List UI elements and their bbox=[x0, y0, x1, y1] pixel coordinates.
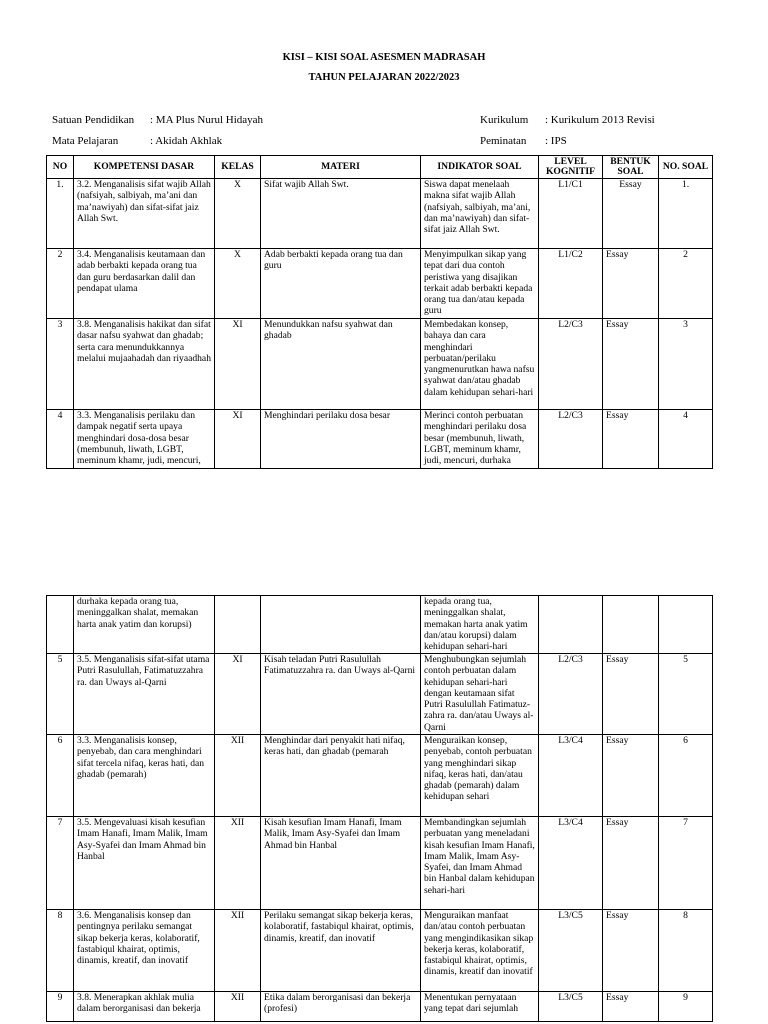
table-row bbox=[47, 992, 713, 1022]
cell-kompetensi-dasar: 3.5. Mengevaluasi kisah kesufian Imam Hanafi, Imam Malik, Imam Asy-Syafei dan Imam Ahmad bin Hanbal bbox=[74, 817, 215, 910]
peminatan-label: Peminatan bbox=[480, 135, 527, 147]
cell-kelas: X bbox=[215, 179, 261, 249]
document-title: KISI – KISI SOAL ASESMEN MADRASAH bbox=[282, 52, 486, 63]
table-row bbox=[47, 735, 713, 817]
table-row bbox=[47, 654, 713, 735]
cell-bentuk-soal: Essay bbox=[603, 410, 659, 469]
cell-level-kognitif: L1/C1 bbox=[539, 179, 603, 249]
cell-no: 2 bbox=[47, 249, 74, 319]
cell-kompetensi-dasar: durhaka kepada orang tua, meninggalkan shalat, memakan harta anak yatim dan korupsi) bbox=[74, 596, 215, 654]
cell-bentuk-soal: Essay bbox=[603, 249, 659, 319]
table-row bbox=[47, 319, 713, 410]
cell-bentuk-soal: Essay bbox=[603, 910, 659, 992]
cell-kompetensi-dasar: 3.3. Menganalisis perilaku dan dampak negatif serta upaya menghindari dosa-dosa besar (membunuh, liwath, LGBT, meminum khamr, judi, mencuri, bbox=[74, 410, 215, 469]
cell-no-soal: 1. bbox=[659, 179, 713, 249]
cell-level-kognitif: L3/C5 bbox=[539, 910, 603, 992]
mapel-value: : Akidah Akhlak bbox=[150, 135, 223, 147]
satuan-value: : MA Plus Nurul Hidayah bbox=[150, 114, 264, 126]
header-level-kognitif: LEVEL KOGNITIF bbox=[539, 156, 603, 179]
cell-no: 9 bbox=[47, 992, 74, 1022]
cell-kompetensi-dasar: 3.8. Menganalisis hakikat dan sifat dasar nafsu syahwat dan ghadab; serta cara menundukkannya melalui mujaahadah dan riyaadhah bbox=[74, 319, 215, 410]
header-indikator-soal: INDIKATOR SOAL bbox=[421, 156, 539, 179]
cell-indikator-soal: Siswa dapat menelaah makna sifat wajib Allah (nafsiyah, salbiyah, ma’ani, dan ma’nawiyah) dan sifat-sifat jaiz Allah Swt. bbox=[421, 179, 539, 249]
header-materi: MATERI bbox=[261, 156, 421, 179]
cell-no: 7 bbox=[47, 817, 74, 910]
cell-kelas: XII bbox=[215, 735, 261, 817]
cell-kompetensi-dasar: 3.3. Menganalisis konsep, penyebab, dan cara menghindari sifat tercela nifaq, keras hati, dan ghadab (pemarah) bbox=[74, 735, 215, 817]
cell-indikator-soal: Menentukan pernyataan yang tepat dari sejumlah bbox=[421, 992, 539, 1022]
document-subtitle: TAHUN PELAJARAN 2022/2023 bbox=[308, 72, 460, 83]
kurikulum-label: Kurikulum bbox=[480, 114, 529, 126]
cell-no: 4 bbox=[47, 410, 74, 469]
cell-kelas: X bbox=[215, 249, 261, 319]
table-row bbox=[47, 910, 713, 992]
cell-no: 6 bbox=[47, 735, 74, 817]
cell-kelas: XII bbox=[215, 992, 261, 1022]
cell-bentuk-soal: Essay bbox=[603, 654, 659, 735]
cell-indikator-soal: kepada orang tua, meninggalkan shalat, memakan harta anak yatim dan/atau korupsi) dalam kehidupan sehari-hari bbox=[421, 596, 539, 654]
cell-materi: Menundukkan nafsu syahwat dan ghadab bbox=[261, 319, 421, 410]
cell-kompetensi-dasar: 3.8. Menerapkan akhlak mulia dalam berorganisasi dan bekerja bbox=[74, 992, 215, 1022]
cell-indikator-soal: Menghubungkan sejumlah contoh perbuatan dalam kehidupan sehari-hari dengan keutamaan sifat Putri Rasulullah Fatimatuz-zahra ra. dan/atau Uways al-Qarni bbox=[421, 654, 539, 735]
cell-materi bbox=[261, 596, 421, 654]
cell-level-kognitif: L3/C5 bbox=[539, 992, 603, 1022]
table-row bbox=[47, 410, 713, 469]
cell-level-kognitif: L2/C3 bbox=[539, 654, 603, 735]
cell-kelas: XII bbox=[215, 910, 261, 992]
cell-kompetensi-dasar: 3.5. Menganalisis sifat-sifat utama Putri Rasulullah, Fatimatuzzahra ra. dan Uways al-Qarni bbox=[74, 654, 215, 735]
cell-no bbox=[47, 596, 74, 654]
header-kelas: KELAS bbox=[215, 156, 261, 179]
kurikulum-value: : Kurikulum 2013 Revisi bbox=[545, 114, 655, 126]
cell-no: 3 bbox=[47, 319, 74, 410]
table-row bbox=[47, 179, 713, 249]
cell-level-kognitif: L3/C4 bbox=[539, 735, 603, 817]
cell-level-kognitif: L3/C4 bbox=[539, 817, 603, 910]
header-no: NO bbox=[47, 156, 74, 179]
cell-no-soal: 2 bbox=[659, 249, 713, 319]
cell-no-soal: 5 bbox=[659, 654, 713, 735]
header-kompetensi-dasar: KOMPETENSI DASAR bbox=[74, 156, 215, 179]
cell-no-soal: 9 bbox=[659, 992, 713, 1022]
cell-indikator-soal: Membandingkan sejumlah perbuatan yang meneladani kisah kesufian Imam Hanafi, Imam Malik, Imam Asy-Syafei, dan Imam Ahmad bin Hanbal dalam kehidupan sehari-hari bbox=[421, 817, 539, 910]
satuan-label: Satuan Pendidikan bbox=[52, 114, 135, 126]
cell-no-soal: 4 bbox=[659, 410, 713, 469]
cell-level-kognitif: L2/C3 bbox=[539, 319, 603, 410]
cell-kompetensi-dasar: 3.4. Menganalisis keutamaan dan adab berbakti kepada orang tua dan guru berdasarkan dalil dan pendapat ulama bbox=[74, 249, 215, 319]
cell-materi: Menghindari perilaku dosa besar bbox=[261, 410, 421, 469]
cell-indikator-soal: Menyimpulkan sikap yang tepat dari dua contoh peristiwa yang disajikan terkait adab berbakti kepada orang tua dan/atau kepada guru bbox=[421, 249, 539, 319]
cell-indikator-soal: Merinci contoh perbuatan menghindari perilaku dosa besar (membunuh, liwath, LGBT, meminum khamr, judi, mencuri, durhaka bbox=[421, 410, 539, 469]
header-no-soal: NO. SOAL bbox=[659, 156, 713, 179]
cell-kelas: XI bbox=[215, 410, 261, 469]
cell-materi: Perilaku semangat sikap bekerja keras, kolaboratif, fastabiqul khairat, optimis, dinamis, kreatif, dan inovatif bbox=[261, 910, 421, 992]
cell-level-kognitif bbox=[539, 596, 603, 654]
cell-kelas: XI bbox=[215, 319, 261, 410]
cell-bentuk-soal bbox=[603, 596, 659, 654]
cell-bentuk-soal: Essay bbox=[603, 817, 659, 910]
table-row bbox=[47, 596, 713, 654]
cell-indikator-soal: Membedakan konsep, bahaya dan cara menghindari perbuatan/perilaku yangmenurutkan hawa nafsu syahwat dan/atau ghadab dalam kehidupan sehari-hari bbox=[421, 319, 539, 410]
table-row bbox=[47, 249, 713, 319]
cell-kelas: XII bbox=[215, 817, 261, 910]
kisi-table-page-2 bbox=[46, 595, 713, 1022]
header-bentuk-soal: BENTUK SOAL bbox=[603, 156, 659, 179]
cell-no-soal: 8 bbox=[659, 910, 713, 992]
table-header-row bbox=[47, 156, 713, 179]
cell-no: 8 bbox=[47, 910, 74, 992]
mapel-label: Mata Pelajaran bbox=[52, 135, 119, 147]
cell-indikator-soal: Menguraikan konsep, penyebab, contoh perbuatan yang menghindari sikap nifaq, keras hati, dan/atau ghadab (pemarah) dalam kehidupan sehari bbox=[421, 735, 539, 817]
kisi-table-page-1 bbox=[46, 155, 713, 469]
cell-kelas bbox=[215, 596, 261, 654]
cell-bentuk-soal: Essay bbox=[603, 179, 659, 249]
cell-bentuk-soal: Essay bbox=[603, 735, 659, 817]
cell-kelas: XI bbox=[215, 654, 261, 735]
cell-materi: Etika dalam berorganisasi dan bekerja (profesi) bbox=[261, 992, 421, 1022]
cell-materi: Menghindar dari penyakit hati nifaq, keras hati, dan ghadab (pemarah bbox=[261, 735, 421, 817]
cell-kompetensi-dasar: 3.2. Menganalisis sifat wajib Allah (nafsiyah, salbiyah, ma’ani dan ma’nawiyah) dan sifat-sifat jaiz Allah Swt. bbox=[74, 179, 215, 249]
cell-materi: Sifat wajib Allah Swt. bbox=[261, 179, 421, 249]
cell-no: 5 bbox=[47, 654, 74, 735]
cell-kompetensi-dasar: 3.6. Menganalisis konsep dan pentingnya perilaku semangat sikap bekerja keras, kolaboratif, fastabiqul khairat, optimis, dinamis, kreatif, dan inovatif bbox=[74, 910, 215, 992]
cell-materi: Adab berbakti kepada orang tua dan guru bbox=[261, 249, 421, 319]
cell-no-soal: 7 bbox=[659, 817, 713, 910]
cell-materi: Kisah teladan Putri Rasulullah Fatimatuzzahra ra. dan Uways al-Qarni bbox=[261, 654, 421, 735]
cell-no-soal: 6 bbox=[659, 735, 713, 817]
cell-indikator-soal: Menguraikan manfaat dan/atau contoh perbuatan yang mengindikasikan sikap bekerja keras, kolaboratif, fastabiqul khairat, optimis, dinamis, kreatif dan inovatif bbox=[421, 910, 539, 992]
cell-materi: Kisah kesufian Imam Hanafi, Imam Malik, Imam Asy-Syafei dan Imam Ahmad bin Hanbal bbox=[261, 817, 421, 910]
cell-no-soal bbox=[659, 596, 713, 654]
cell-no-soal: 3 bbox=[659, 319, 713, 410]
cell-bentuk-soal: Essay bbox=[603, 992, 659, 1022]
cell-level-kognitif: L1/C2 bbox=[539, 249, 603, 319]
table-row bbox=[47, 817, 713, 910]
cell-level-kognitif: L2/C3 bbox=[539, 410, 603, 469]
cell-bentuk-soal: Essay bbox=[603, 319, 659, 410]
cell-no: 1. bbox=[47, 179, 74, 249]
peminatan-value: : IPS bbox=[545, 135, 567, 147]
